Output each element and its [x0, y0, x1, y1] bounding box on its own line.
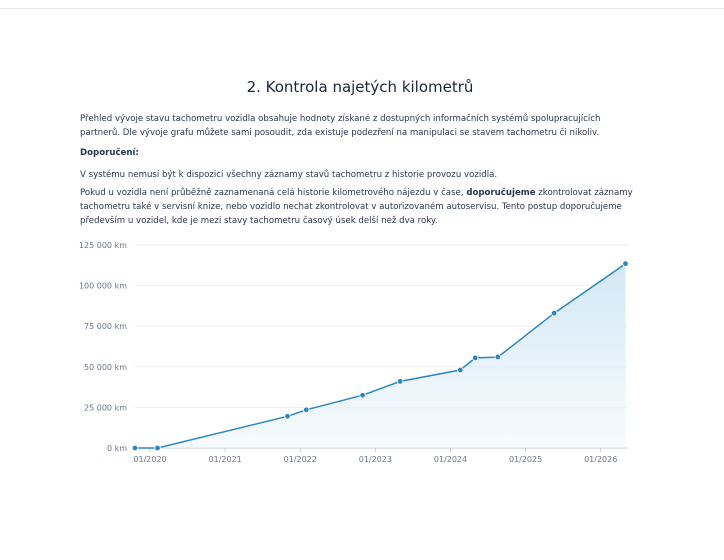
y-tick-label: 100 000 km — [78, 281, 127, 291]
data-point — [285, 414, 291, 420]
data-point — [132, 445, 138, 451]
x-tick-label: 01/2021 — [208, 455, 242, 464]
data-point — [623, 261, 629, 267]
data-point — [303, 407, 309, 413]
y-tick-label: 75 000 km — [84, 322, 127, 332]
x-tick-label: 01/2024 — [433, 455, 468, 464]
y-axis — [79, 241, 127, 453]
section-heading: 2. Kontrola najetých kilometrů — [246, 78, 474, 96]
y-tick-label: 50 000 km — [84, 362, 127, 372]
recommendation-label: Doporučení: — [80, 148, 139, 158]
advice-text-bold: doporučujeme — [466, 188, 536, 198]
x-tick-label: 01/2023 — [358, 455, 392, 464]
y-tick-label: 0 km — [106, 444, 127, 453]
data-point — [472, 355, 478, 361]
x-axis — [133, 448, 617, 464]
x-tick-label: 01/2020 — [133, 455, 167, 464]
advice-text-after: zkontrolovat záznamy tachometru také v servisní knize, nebo vozidlo nechat zkontrolovat v autorizovaném autoservisu. Tento postup doporučujeme především u vozidel, kde je mezi stavy tachometru časový úsek delší než dva roky. — [80, 188, 633, 226]
y-tick-label: 125 000 km — [78, 241, 127, 250]
data-point — [551, 310, 557, 316]
data-point — [397, 379, 403, 385]
data-point — [457, 367, 463, 373]
chart-area-fill — [135, 264, 626, 448]
intro-paragraph: Přehled vývoje stavu tachometru vozidla obsahuje hodnoty získané z dostupných informačních systémů spolupracujících partnerů. Dle vývoje grafu můžete sami posoudit, zda existuje podezření na manipulaci se stavem tachometru či nikoliv. — [80, 114, 601, 138]
data-point — [360, 392, 366, 398]
x-tick-label: 01/2025 — [508, 455, 543, 464]
x-tick-label: 01/2026 — [584, 455, 618, 464]
y-tick-label: 25 000 km — [84, 403, 127, 413]
advice-text-before: Pokud u vozidla není průběžně zaznamenaná celá historie kilometrového nájezdu v čase, — [80, 188, 467, 198]
data-point — [495, 354, 501, 360]
x-tick-label: 01/2022 — [283, 455, 317, 464]
data-point — [155, 445, 161, 451]
note-paragraph: V systému nemusí být k dispozici všechny záznamy stavů tachometru z historie provozu vozidla. — [80, 170, 498, 180]
